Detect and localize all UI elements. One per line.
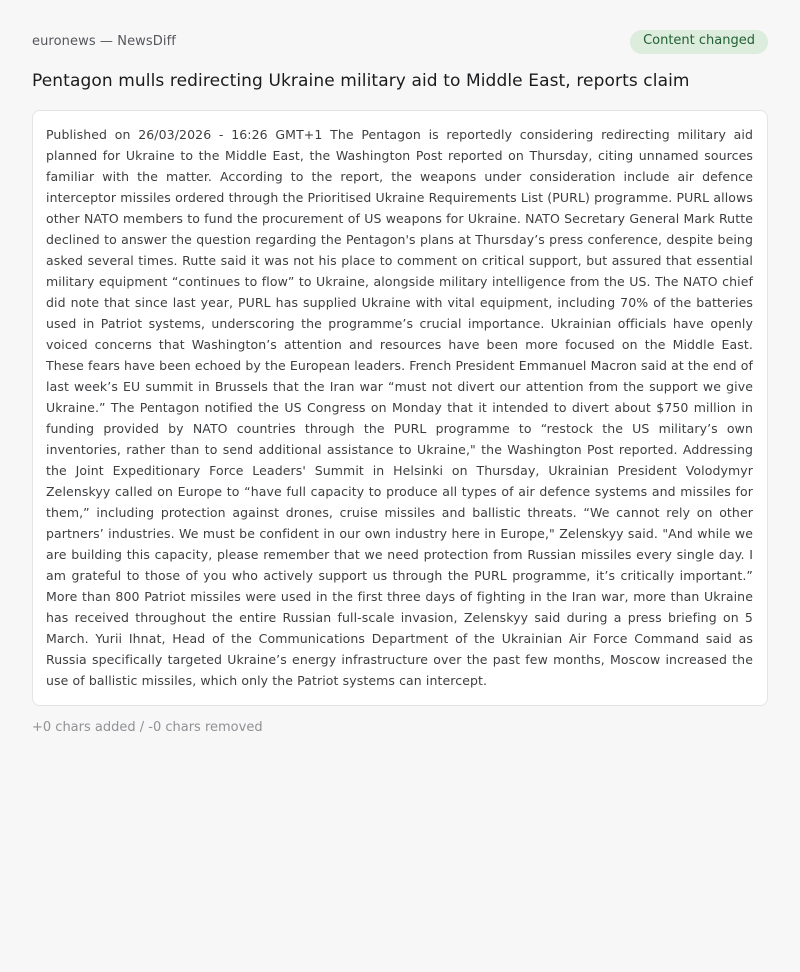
source-label: euronews — NewsDiff bbox=[32, 34, 176, 50]
page-title: Pentagon mulls redirecting Ukraine military aid to Middle East, reports claim bbox=[32, 70, 690, 91]
article-body-text: Published on 26/03/2026 - 16:26 GMT+1 The Pentagon is reportedly considering redirecting military aid planned for Ukraine to the Middle East, the Washington Post reported on Thursday, citing unnamed sources familiar with the matter. According to the report, the weapons under consideration include air defence interceptor missiles ordered through the Prioritised Ukraine Requirements List (PURL) programme. PURL allows other NATO members to fund the procurement of US weapons for Ukraine. NATO Secretary General Mark Rutte declined to answer the question regarding the Pentagon's plans at Thursday’s press conference, despite being asked several times. Rutte said it was not his place to comment on critical support, but assured that essential military equipment “continues to flow” to Ukraine, alongside military intelligence from the US. The NATO chief did note that since last year, PURL has supplied Ukraine with vital equipment, including 70% of the batteries used in Patriot systems, underscoring the programme’s crucial importance. Ukrainian officials have openly voiced concerns that Washington’s attention and resources have been more focused on the Middle East. These fears have been echoed by the European leaders. French President Emmanuel Macron said at the end of last week’s EU summit in Brussels that the Iran war “must not divert our attention from the support we give Ukraine.” The Pentagon notified the US Congress on Monday that it intended to divert about $750 million in funding provided by NATO countries through the PURL programme to “restock the US military’s own inventories, rather than to send additional assistance to Ukraine," the Washington Post reported. Addressing the Joint Expeditionary Force Leaders' Summit in Helsinki on Thursday, Ukrainian President Volodymyr Zelenskyy called on Europe to “have full capacity to produce all types of air defence systems and missiles for them,” including protection against drones, cruise missiles and ballistic threats. “We cannot rely on other partners’ industries. We must be confident in our own industry here in Europe," Zelenskyy said. "And while we are building this capacity, please remember that we need protection from Russian missiles every single day. I am grateful to those of you who actively support us through the PURL programme, it’s critically important.” More than 800 Patriot missiles were used in the first three days of fighting in the Iran war, more than Ukraine has received throughout the entire Russian full-scale invasion, Zelenskyy said during a press briefing on 5 March. Yurii Ihnat, Head of the Communications Department of the Ukrainian Air Force Command said as Russia specifically targeted Ukraine’s energy infrastructure over the past few months, Moscow increased the use of ballistic missiles, which only the Patriot systems can intercept. bbox=[46, 126, 753, 688]
status-badge: Content changed bbox=[630, 30, 768, 54]
diff-summary: +0 chars added / -0 chars removed bbox=[32, 719, 263, 735]
header bbox=[32, 30, 768, 54]
article-card bbox=[32, 110, 768, 706]
